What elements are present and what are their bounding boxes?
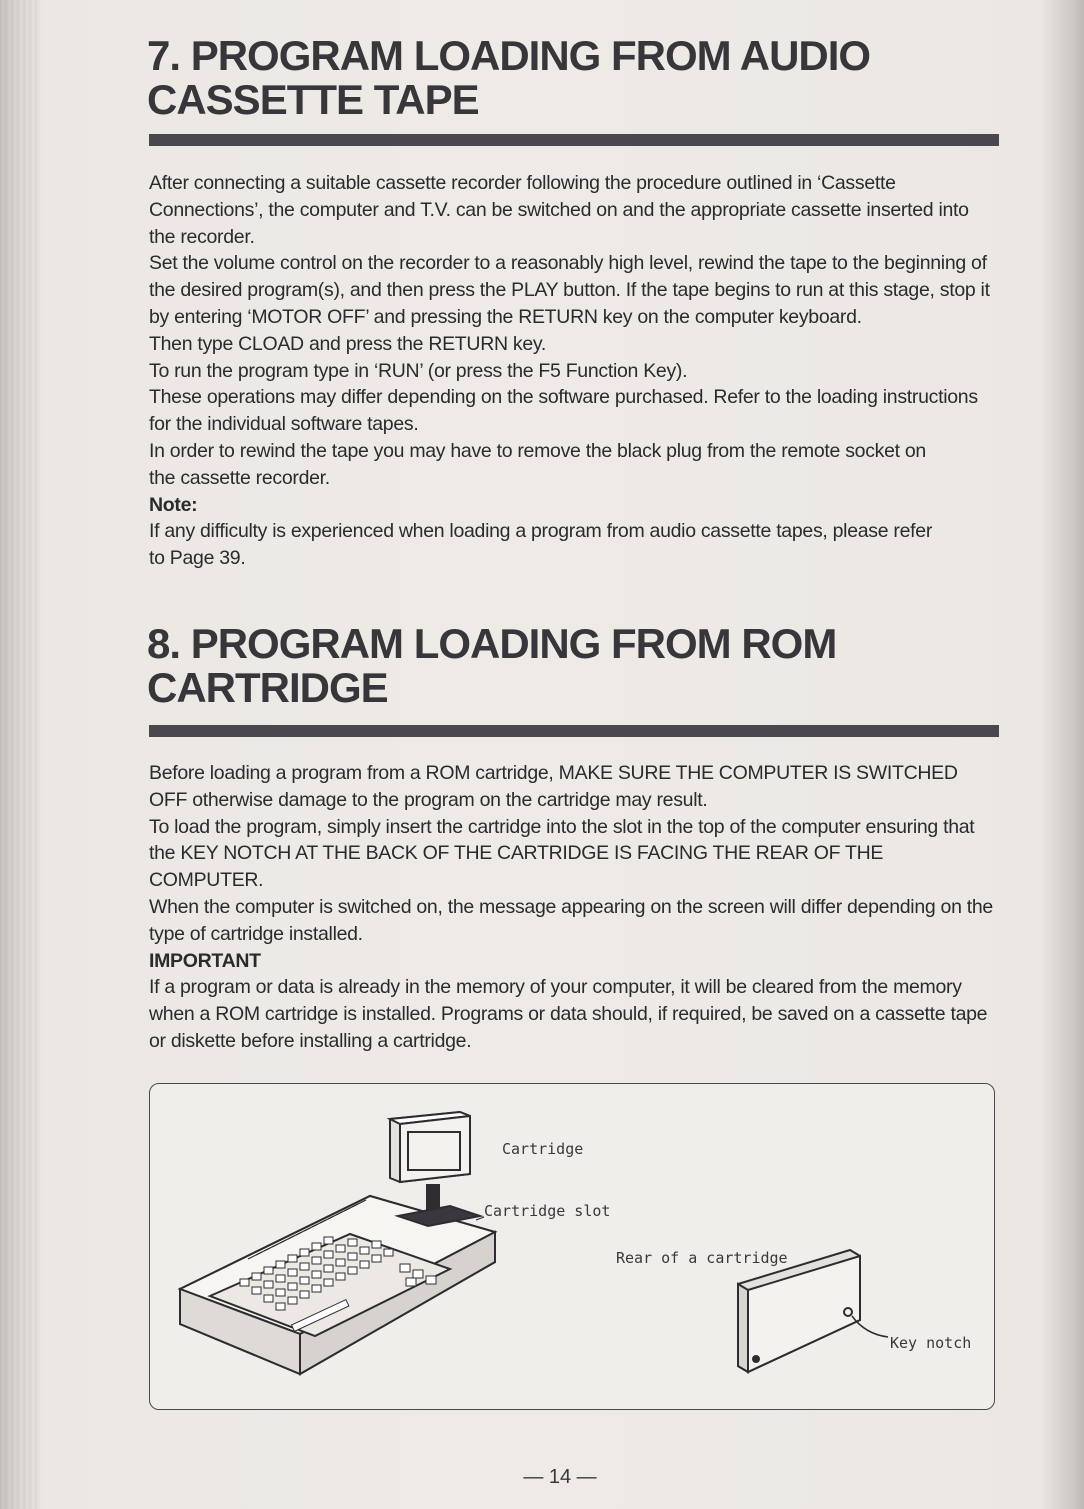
page-binding-edge	[0, 0, 40, 1509]
section-8-rule	[149, 725, 999, 737]
section-7-title-line-2: CASSETTE TAPE	[147, 76, 479, 123]
label-cartridge-slot: Cartridge slot	[484, 1202, 611, 1220]
cartridge-illustration-box	[149, 1083, 995, 1410]
cartridge-icon	[390, 1112, 470, 1182]
section-8-important-text: If a program or data is already in the memory of your computer, it will be cleared from the memory when a ROM cartridge is installed. Programs or data should, if required, be saved on a cassette tape or diskette before installing a cartridge.	[149, 976, 988, 1052]
computer-icon	[180, 1196, 495, 1374]
label-cartridge: Cartridge	[502, 1140, 584, 1158]
section-7-paragraph-4: To run the program type in ‘RUN’ (or press the F5 Function Key).	[149, 359, 688, 382]
section-8-paragraph-3: When the computer is switched on, the message appearing on the screen will differ depending on the type of cartridge installed.	[149, 895, 993, 945]
section-7-note-text: If any difficulty is experienced when loading a program from audio cassette tapes, please refer to Page 39.	[149, 520, 933, 570]
section-8-body	[149, 760, 999, 1055]
section-7-paragraph-5: These operations may differ depending on the software purchased. Refer to the loading instructions for the individual software tapes.	[149, 386, 978, 436]
section-7-paragraph-1: After connecting a suitable cassette recorder following the procedure outlined in ‘Cassette Connections’, the computer and T.V. can be switched on and the appropriate cassette inserted into the recorder.	[149, 172, 969, 248]
section-7-paragraph-6: In order to rewind the tape you may have to remove the black plug from the remote socket on the cassette recorder.	[149, 439, 926, 489]
section-7-body	[149, 170, 999, 572]
cartridge-rear-icon	[738, 1250, 888, 1372]
page-number: — 14 —	[523, 1466, 597, 1488]
computer-and-cartridge-illustration	[150, 1084, 994, 1409]
section-7-rule	[149, 134, 999, 146]
section-8-paragraph-2: To load the program, simply insert the cartridge into the slot in the top of the computer ensuring that the KEY NOTCH AT THE BACK OF THE CARTRIDGE IS FACING THE REAR OF THE COMPUTER.	[149, 815, 975, 892]
section-7-title-line-1: 7. PROGRAM LOADING FROM AUDIO	[147, 32, 871, 79]
section-8-title-line-1: 8. PROGRAM LOADING FROM ROM	[147, 620, 837, 667]
section-8-important-label: IMPORTANT	[149, 949, 261, 972]
section-8-paragraph-1: Before loading a program from a ROM cartridge, MAKE SURE THE COMPUTER IS SWITCHED OFF otherwise damage to the program on the cartridge may result.	[149, 762, 958, 811]
section-7-paragraph-2: Set the volume control on the recorder to a reasonably high level, rewind the tape to the beginning of the desired program(s), and then press the PLAY button. If the tape begins to run at this stage, stop it by entering ‘MOTOR OFF’ and pressing the RETURN key on the computer keyboard.	[149, 252, 990, 328]
section-7-note-label: Note:	[149, 493, 198, 516]
label-key-notch: Key notch	[890, 1334, 972, 1352]
section-8-title-line-2: CARTRIDGE	[147, 664, 388, 711]
section-7-paragraph-3: Then type CLOAD and press the RETURN key.	[149, 332, 547, 355]
label-rear-of-cartridge: Rear of a cartridge	[616, 1249, 788, 1267]
